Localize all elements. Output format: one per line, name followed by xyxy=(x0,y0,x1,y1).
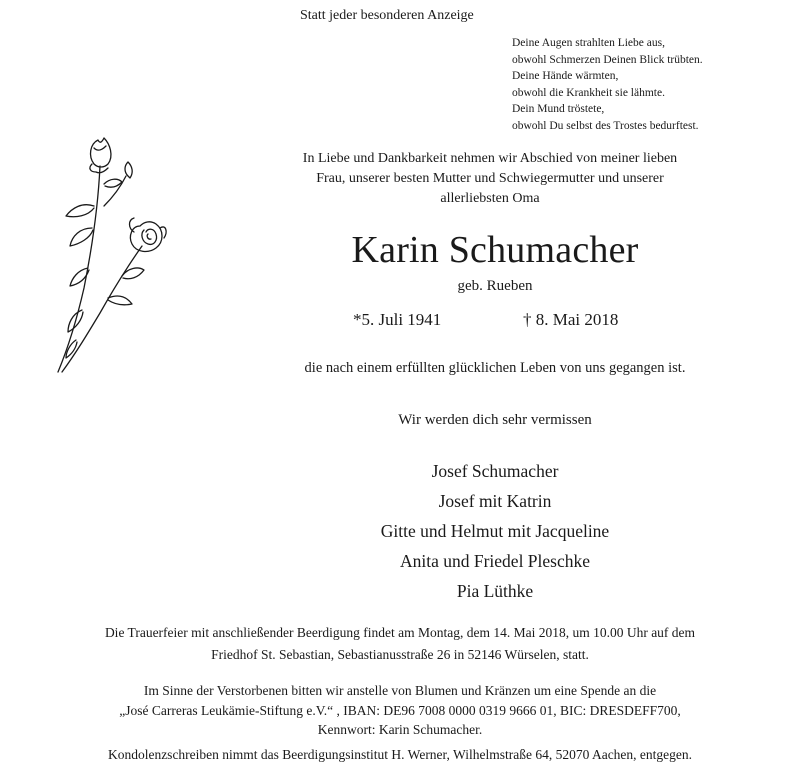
funeral-info xyxy=(0,622,800,665)
mourners-list xyxy=(200,456,790,606)
mourner: Gitte und Helmut mit Jacqueline xyxy=(380,521,610,541)
poem xyxy=(512,35,703,135)
mourner: Pia Lüthke xyxy=(456,581,534,601)
mourner: Josef mit Katrin xyxy=(438,491,552,511)
poem-line: obwohl Schmerzen Deinen Blick trübten. xyxy=(512,53,703,66)
miss-text: Wir werden dich sehr vermissen xyxy=(398,412,592,428)
birth-date: *5. Juli 1941 xyxy=(353,310,442,329)
poem-line: obwohl die Krankheit sie lähmte. xyxy=(512,86,665,99)
poem-line: Deine Augen strahlten Liebe aus, xyxy=(512,37,665,49)
rose-illustration-icon xyxy=(48,128,188,376)
funeral-line: Die Trauerfeier mit anschließender Beerdigung findet am Montag, dem 14. Mai 2018, um 10.00 Uhr auf dem xyxy=(104,625,696,640)
intro-line: Frau, unserer besten Mutter und Schwiegermutter und unserer xyxy=(316,171,664,186)
poem-line: obwohl Du selbst des Trostes bedurftest. xyxy=(512,119,699,132)
donation-info xyxy=(0,681,800,740)
birth-name: geb. Rueben xyxy=(457,278,533,294)
donation-line: Kennwort: Karin Schumacher. xyxy=(317,722,483,737)
passed-text: die nach einem erfüllten glücklichen Leben von uns gegangen ist. xyxy=(304,360,686,376)
donation-line: Im Sinne der Verstorbenen bitten wir anstelle von Blumen und Kränzen um eine Spende an die xyxy=(143,683,657,698)
mourner: Josef Schumacher xyxy=(431,461,559,481)
header-note: Statt jeder besonderen Anzeige xyxy=(300,8,474,23)
donation-line: „José Carreras Leukämie-Stiftung e.V.“ , IBAN: DE96 7008 0000 0319 9666 01, BIC: DRESDEFF700, xyxy=(119,702,681,718)
intro-line: In Liebe und Dankbarkeit nehmen wir Abschied von meiner lieben xyxy=(302,151,678,166)
mourner: Anita und Friedel Pleschke xyxy=(399,551,591,571)
intro-line: allerliebsten Oma xyxy=(440,191,540,206)
death-date: † 8. Mai 2018 xyxy=(523,310,619,329)
poem-line: Deine Hände wärmten, xyxy=(512,70,619,83)
funeral-line: Friedhof St. Sebastian, Sebastianusstraße 26 in 52146 Würselen, statt. xyxy=(211,646,589,662)
poem-line: Dein Mund tröstete, xyxy=(512,103,605,116)
condolence-info: Kondolenzschreiben nimmt das Beerdigungsinstitut H. Werner, Wilhelmstraße 64, 52070 Aachen, entgegen. xyxy=(107,747,693,762)
intro-text xyxy=(200,149,780,209)
deceased-name: Karin Schumacher xyxy=(351,229,639,271)
